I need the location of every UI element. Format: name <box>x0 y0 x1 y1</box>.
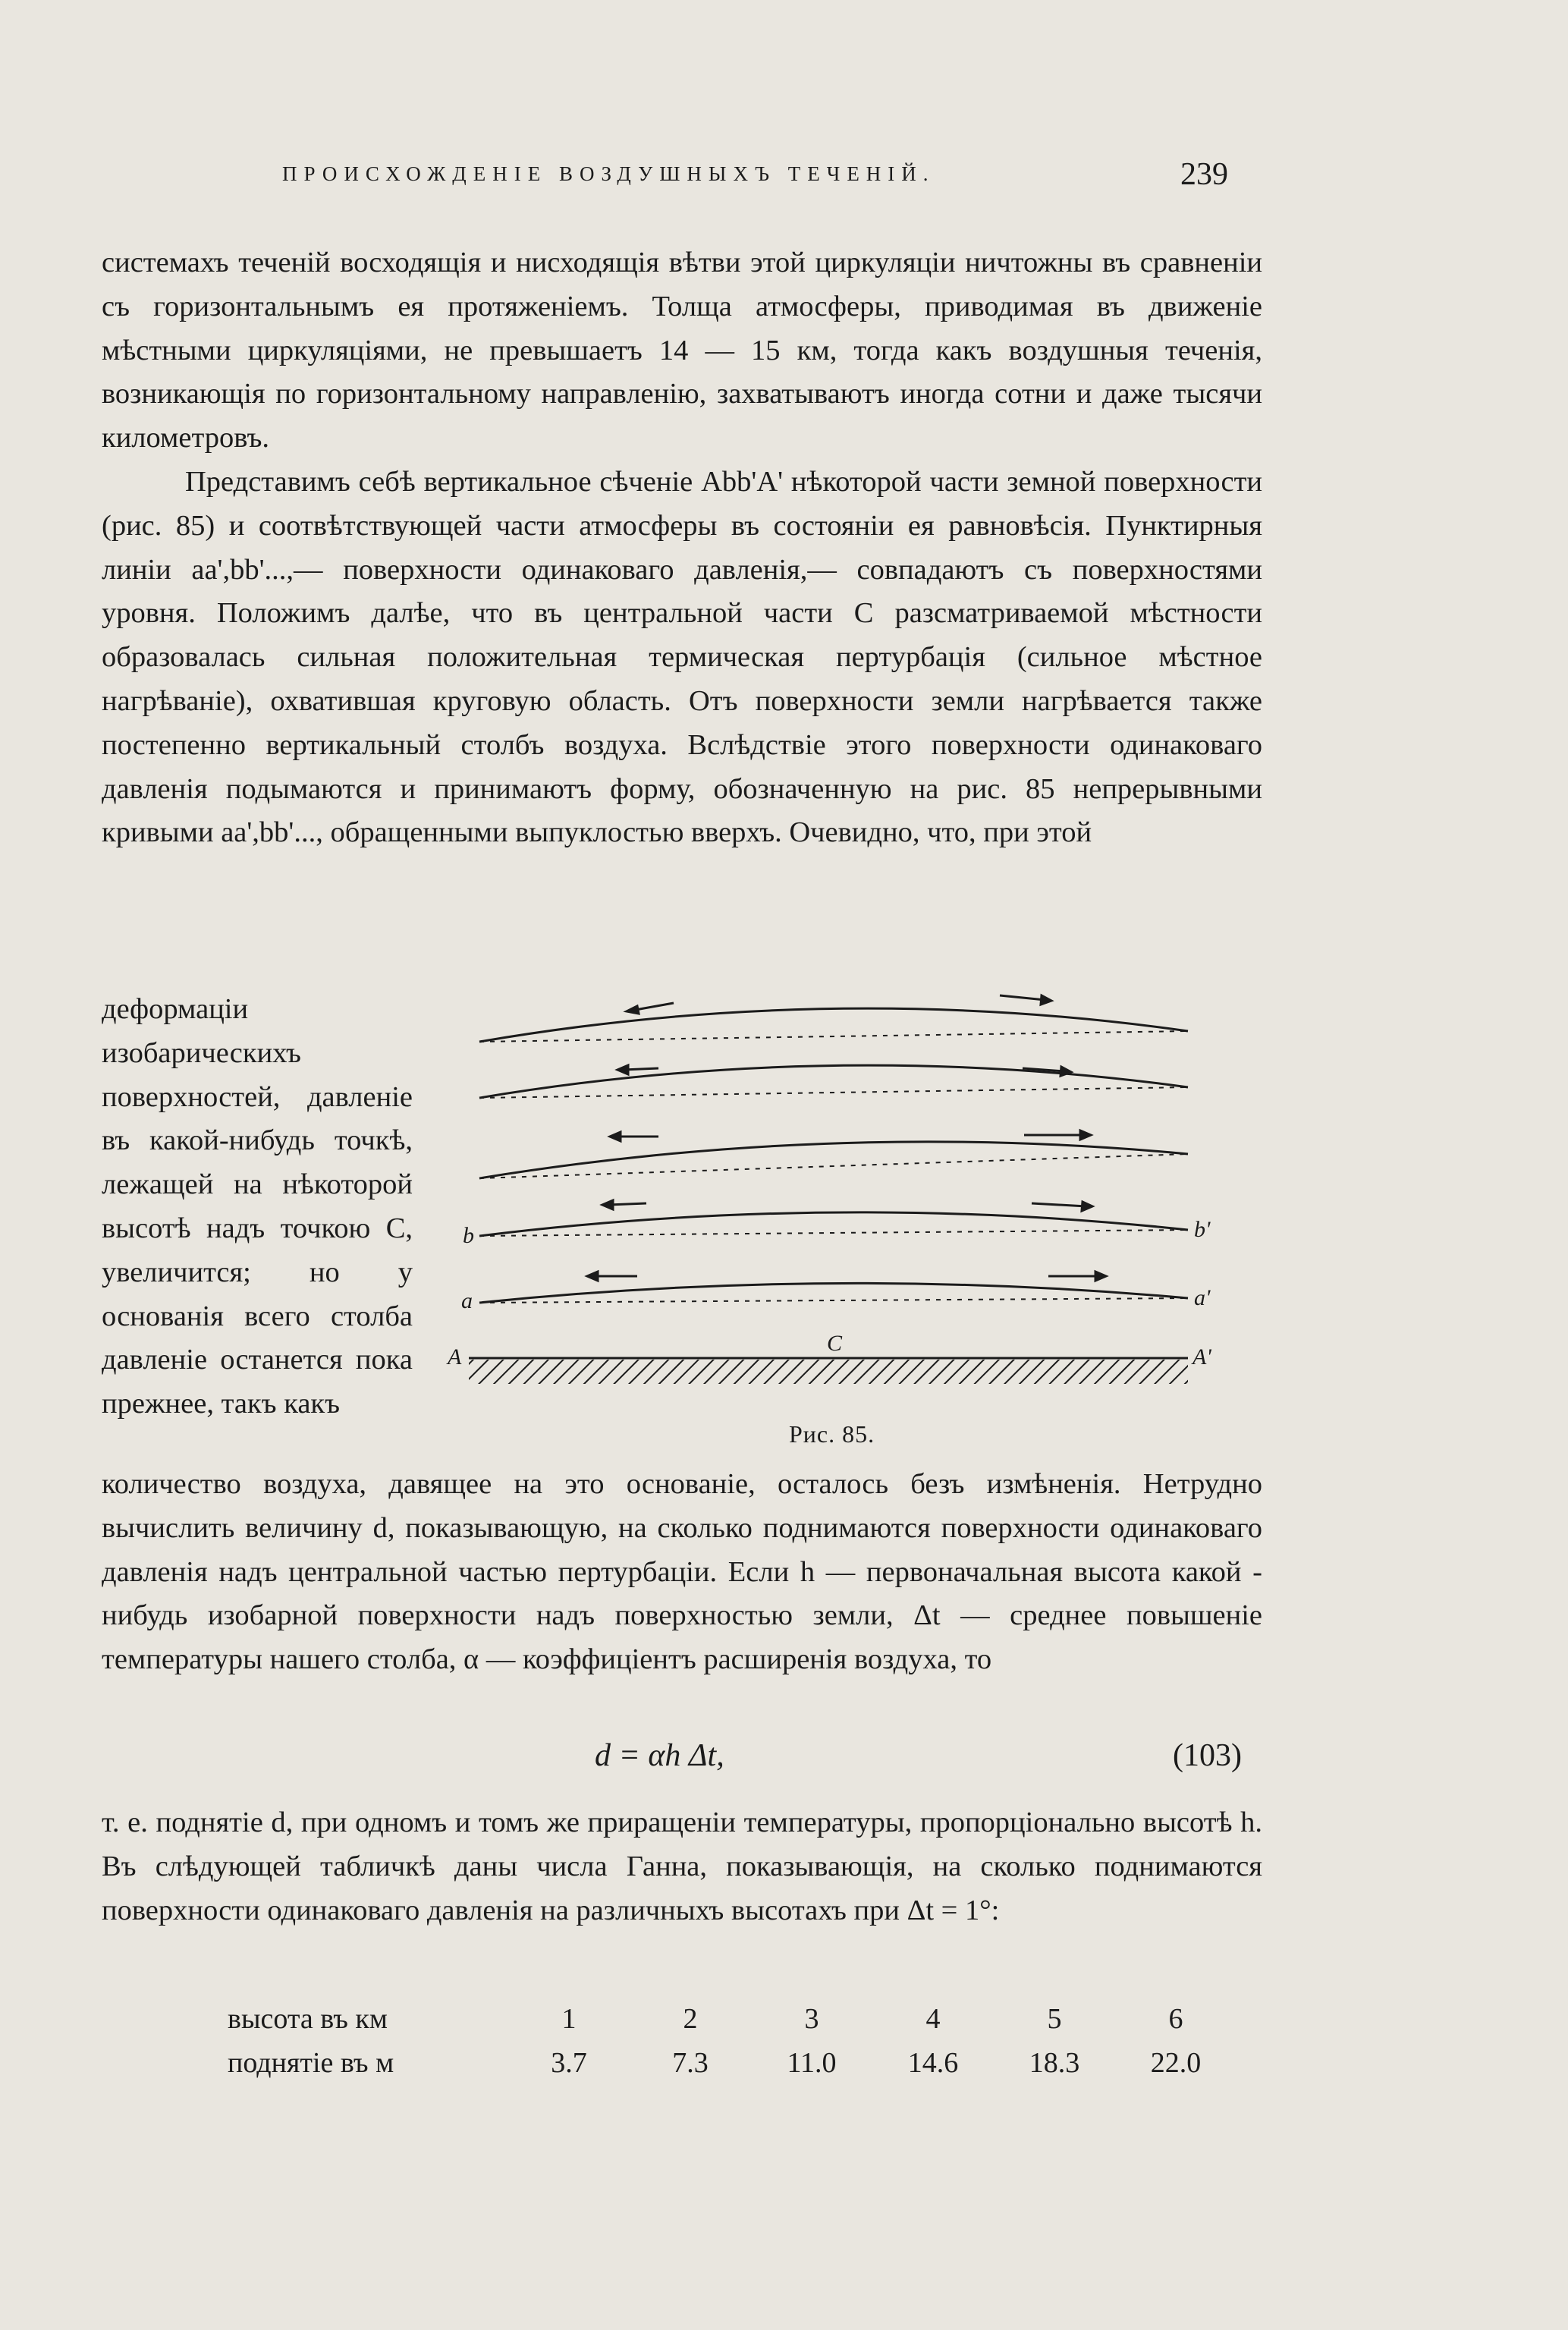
figure-wrap-text <box>102 988 413 1426</box>
rise-cell: 3.7 <box>551 2047 587 2079</box>
rise-cell: 7.3 <box>672 2047 709 2079</box>
isobar-a-dashed <box>479 1298 1188 1303</box>
main-text <box>102 241 1262 855</box>
height-cell: 5 <box>1047 2003 1062 2035</box>
rise-cell: 18.3 <box>1029 2047 1080 2079</box>
text-after-figure <box>102 1463 1262 1682</box>
table-row <box>228 1997 1236 2041</box>
height-cell: 1 <box>561 2003 577 2035</box>
arrows-right <box>1000 995 1106 1281</box>
height-cell: 6 <box>1168 2003 1183 2035</box>
height-cell: 4 <box>925 2003 941 2035</box>
running-title: ПРОИСХОЖДЕНІЕ ВОЗДУШНЫХЪ ТЕЧЕНІЙ. <box>282 162 935 185</box>
text-final <box>102 1801 1262 1932</box>
label-b: b <box>463 1223 474 1248</box>
label-C: C <box>827 1331 843 1356</box>
rise-cell: 22.0 <box>1150 2047 1202 2079</box>
label-a: a <box>461 1288 473 1313</box>
label-A-prime: A' <box>1192 1344 1211 1369</box>
height-cell: 2 <box>683 2003 698 2035</box>
isobar-5-dashed <box>479 1031 1188 1042</box>
isobar-b-dashed <box>479 1230 1188 1236</box>
figure-85 <box>432 979 1267 1472</box>
row-label-rise: поднятіе въ м <box>228 2047 394 2079</box>
formula-103 <box>0 1737 1568 1783</box>
row-label-height: высота въ км <box>228 2003 388 2035</box>
rise-cell: 14.6 <box>907 2047 959 2079</box>
height-cell: 3 <box>804 2003 819 2035</box>
arrows-left <box>587 1003 674 1281</box>
paragraph-4: т. е. поднятіе d, при одномъ и томъ же приращеніи температуры, пропорціонально высотѣ h. Въ слѣдующей табличкѣ даны числа Ганна, показывающія, на сколько поднимаются поверхности одинаковаго давленія на различныхъ высотахъ при Δt = 1°: <box>102 1806 1262 1926</box>
table-row <box>228 2041 1236 2085</box>
paragraph-2: Представимъ себѣ вертикальное сѣченіе Abb'A' нѣкоторой части земной поверхности (рис. 85) и соотвѣтствующей части атмосферы въ состояніи ея равновѣсія. Пунктирныя линіи aa',bb'...,— поверхности одинаковаго давленія,— совпадаютъ съ поверхностями уровня. Положимъ далѣе, что въ центральной части C разсматриваемой мѣстности образовалась сильная положительная термическая пертурбація (сильное мѣстное нагрѣваніе), охватившая круговую область. Отъ поверхности земли нагрѣвается также постепенно вертикальный столбъ воздуха. Вслѣдствіе этого поверхности одинаковаго давленія подымаются и принимаютъ форму, обозначенную на рис. 85 непрерывными кривыми aa',bb'..., обращенными выпуклостью вверхъ. Очевидно, что, при этой <box>102 465 1262 849</box>
label-a-prime: a' <box>1194 1285 1211 1310</box>
page-number: 239 <box>1180 157 1228 192</box>
figure-caption: Рис. 85. <box>789 1420 875 1448</box>
ground-hatching <box>469 1360 1188 1384</box>
isobar-diagram <box>432 979 1267 1434</box>
formula-expression: d = αh Δt, <box>595 1738 724 1773</box>
label-A: A <box>448 1344 462 1369</box>
page-header <box>0 156 1568 202</box>
hann-table <box>228 1997 1236 2085</box>
label-b-prime: b' <box>1194 1217 1211 1242</box>
isobar-3-curve <box>479 1142 1188 1178</box>
wrap-paragraph: деформаціи изобарическихъ поверхностей, давленіе въ какой-нибудь точкѣ, лежащей на нѣкоторой высотѣ надъ точкою C, увеличится; но у основанія всего столба давленіе останется пока прежнее, такъ какъ <box>102 993 413 1420</box>
isobar-3-dashed <box>479 1154 1188 1178</box>
paragraph-1: системахъ теченій восходящія и нисходящія вѣтви этой циркуляціи ничтожны въ сравненіи съ горизонтальнымъ ея протяженіемъ. Толща атмосферы, приводимая въ движеніе мѣстными циркуляціями, не превышаетъ 14 — 15 км, тогда какъ воздушныя теченія, возникающія по горизонтальному направленію, захватываютъ иногда сотни и даже тысячи километровъ. <box>102 247 1262 454</box>
formula-number: (103) <box>1173 1738 1242 1773</box>
rise-cell: 11.0 <box>787 2047 837 2079</box>
paragraph-3: количество воздуха, давящее на это основаніе, осталось безъ измѣненія. Нетрудно вычислить величину d, показывающую, на сколько поднимаются поверхности одинаковаго давленія надъ центральной частью пертурбаціи. Если h — первоначальная высота какой - нибудь изобарной поверхности надъ поверхностью земли, Δt — среднее повышеніе температуры нашего столба, α — коэффиціентъ расширенія воздуха, то <box>102 1468 1262 1676</box>
isobar-4-dashed <box>479 1087 1188 1098</box>
